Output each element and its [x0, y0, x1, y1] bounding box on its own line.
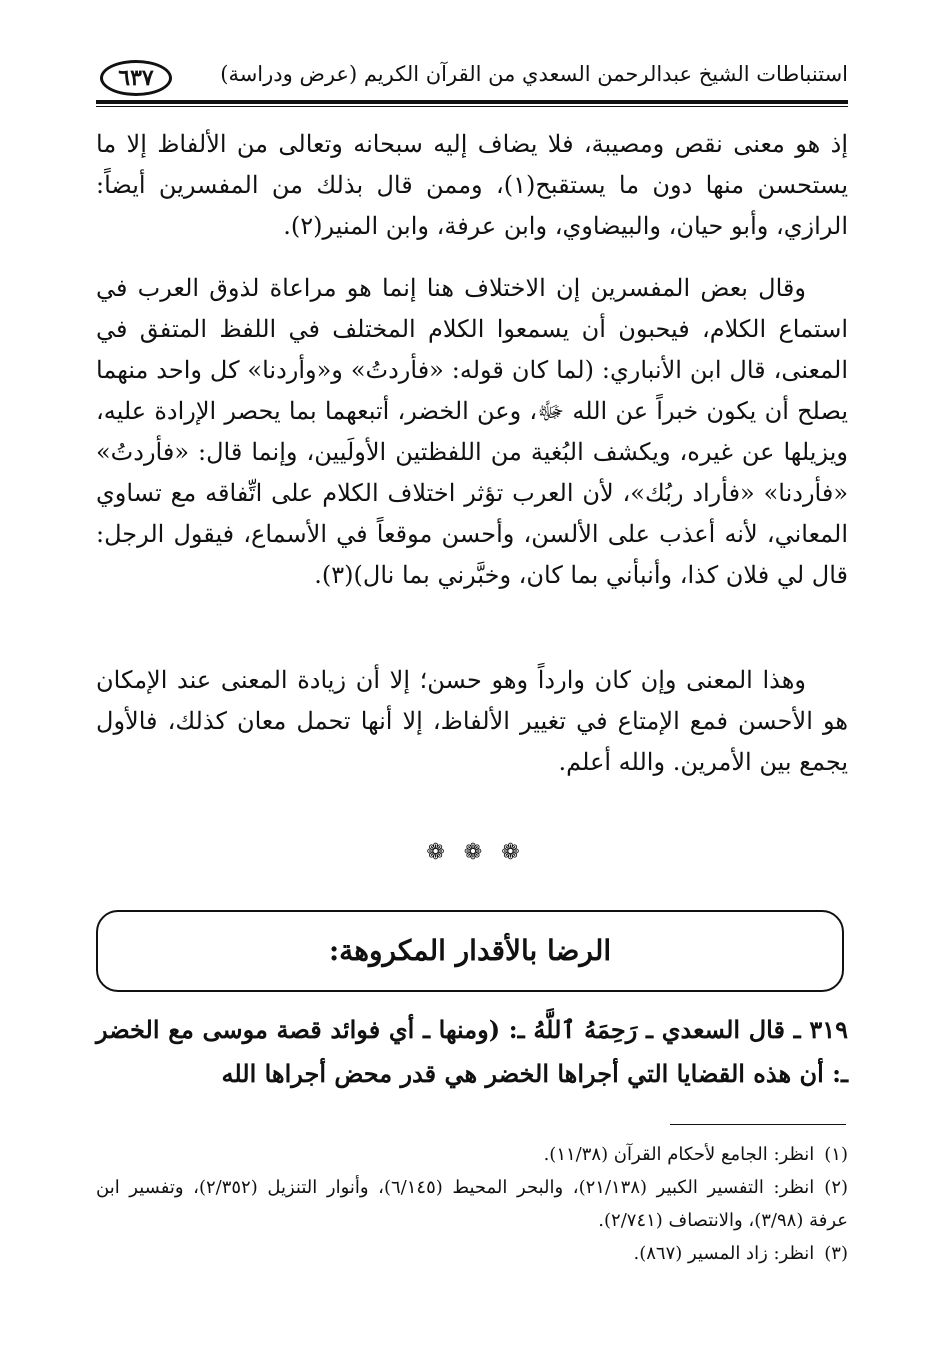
header-rule-thin	[96, 106, 848, 107]
page-header	[96, 58, 848, 98]
section-heading: الرضا بالأقدار المكروهة:	[328, 934, 612, 967]
entry-text: ٣١٩ ـ قال السعدي ـ رَحِمَهُ ٱللَّهُ ـ: (ومنها ـ أي فوائد قصة موسى مع الخضر ـ: أن هذه القضايا التي أجراها الخضر هي قدر محض أجراها الله	[96, 1015, 848, 1088]
footnote-number: (٢)	[824, 1177, 849, 1198]
footnote	[96, 1237, 848, 1270]
footnote-number: (٣)	[824, 1243, 848, 1264]
footnote-rule	[670, 1124, 846, 1125]
section-separator: ❁ ❁ ❁	[426, 840, 526, 865]
footnote	[96, 1138, 848, 1171]
paragraph-3: وهذا المعنى وإن كان وارداً وهو حسن؛ إلا أن زيادة المعنى عند الإمكان هو الأحسن فمع الإمتاع في تغيير الألفاظ، إلا أنها تحمل معان كذلك، فالأول يجمع بين الأمرين. والله أعلم.	[96, 666, 848, 776]
footnote-text: انظر: الجامع لأحكام القرآن (١١/٣٨).	[543, 1144, 815, 1165]
page-number: ٦٣٧	[100, 60, 172, 96]
running-title: استنباطات الشيخ عبدالرحمن السعدي من القرآن الكريم (عرض ودراسة)	[220, 62, 848, 86]
paragraph-2: وقال بعض المفسرين إن الاختلاف هنا إنما هو مراعاة لذوق العرب في استماع الكلام، فيحبون أن يسمعوا الكلام المختلف في اللفظ المتفق في المعنى، قال ابن الأنباري: (لما كان قوله: «فأردتُ» و«وأردنا» كل واحد منهما يصلح أن يكون خبراً عن الله ﷻ، وعن الخضر، أتبعهما بما يحصر الإرادة عليه، ويزيلها عن غيره، ويكشف البُغية من اللفظتين الأولَيين، وإنما قال: «فأردتُ» «فأردنا» «فأراد ربُك»، لأن العرب تؤثر اختلاف الكلام على اتِّفاقه مع تساوي المعاني، لأنه أعذب على الألسن، وأحسن موقعاً في الأسماع، فيقول الرجل: قال لي فلان كذا، وأنبأني بما كان، وخبَّرني بما نال)(٣).	[96, 274, 849, 589]
footnote	[96, 1171, 848, 1237]
footnote-number: (١)	[824, 1144, 848, 1165]
footnote-text: انظر: التفسير الكبير (٢١/١٣٨)، والبحر المحيط (٦/١٤٥)، وأنوار التنزيل (٢/٣٥٢)، وتفسير ابن عرفة (٣/٩٨)، والانتصاف (٢/٧٤١).	[96, 1177, 848, 1231]
header-rule-thick	[96, 100, 848, 104]
paragraph-1: إذ هو معنى نقص ومصيبة، فلا يضاف إليه سبحانه وتعالى من الألفاظ إلا ما يستحسن منها دون ما يستقبح(١)، وممن قال بذلك من المفسرين أيضاً: الرازي، وأبو حيان، والبيضاوي، وابن عرفة، وابن المنير(٢).	[96, 130, 849, 240]
footnotes	[96, 1138, 848, 1270]
footnote-text: انظر: زاد المسير (٨٦٧).	[633, 1243, 815, 1264]
section-heading-box	[96, 910, 844, 992]
